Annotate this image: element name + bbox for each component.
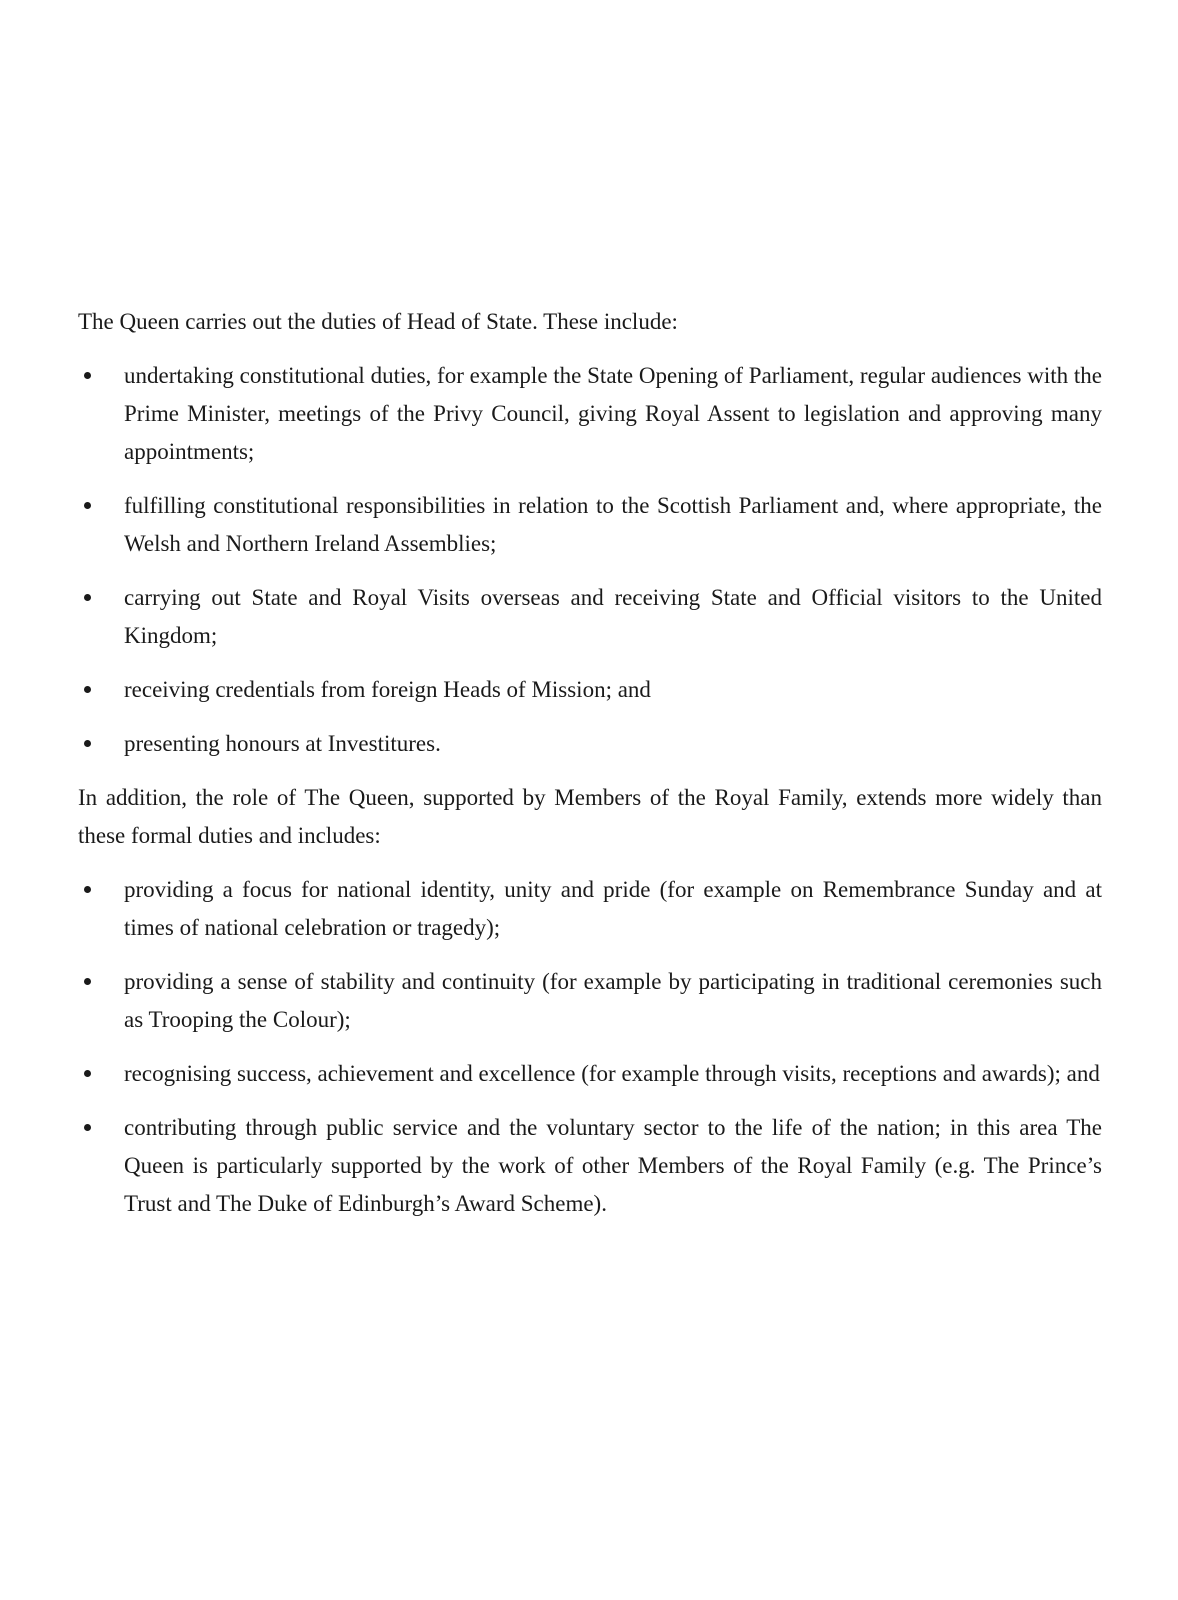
bullet-icon xyxy=(84,372,91,379)
list-item-text: undertaking constitutional duties, for example the State Opening of Parliament, regular audiences with the Prime Minister, meetings of the Privy Council, giving Royal Assent to legislation and approving many appointments; xyxy=(124,363,1102,464)
intro-paragraph: The Queen carries out the duties of Head of State. These include: xyxy=(78,309,678,334)
list-item xyxy=(78,725,1102,763)
bullet-icon xyxy=(84,1124,91,1131)
roles-list xyxy=(78,871,1102,1223)
bullet-icon xyxy=(84,1070,91,1077)
duties-list xyxy=(78,357,1102,763)
list-item xyxy=(78,487,1102,563)
document-page xyxy=(78,303,1102,1239)
list-item-text: fulfilling constitutional responsibilities in relation to the Scottish Parliament and, where appropriate, the Welsh and Northern Ireland Assemblies; xyxy=(124,493,1102,556)
bullet-icon xyxy=(84,740,91,747)
list-item xyxy=(78,871,1102,947)
list-item-text: carrying out State and Royal Visits overseas and receiving State and Official visitors to the United Kingdom; xyxy=(124,585,1102,648)
list-item-text: presenting honours at Investitures. xyxy=(124,731,441,756)
bullet-icon xyxy=(84,978,91,985)
list-item xyxy=(78,579,1102,655)
list-item-text: recognising success, achievement and excellence (for example through visits, receptions and awards); and xyxy=(124,1061,1100,1086)
list-item xyxy=(78,963,1102,1039)
list-item xyxy=(78,357,1102,471)
list-item xyxy=(78,1055,1102,1093)
list-item xyxy=(78,671,1102,709)
bullet-icon xyxy=(84,886,91,893)
bullet-icon xyxy=(84,502,91,509)
list-item xyxy=(78,1109,1102,1223)
list-item-text: providing a sense of stability and continuity (for example by participating in traditional ceremonies such as Trooping the Colour); xyxy=(124,969,1102,1032)
list-item-text: contributing through public service and the voluntary sector to the life of the nation; in this area The Queen is particularly supported by the work of other Members of the Royal Family (e.g. The Prince’s Trust and The Duke of Edinburgh’s Award Scheme). xyxy=(124,1115,1102,1216)
bullet-icon xyxy=(84,594,91,601)
bullet-icon xyxy=(84,686,91,693)
addition-paragraph: In addition, the role of The Queen, supported by Members of the Royal Family, extends more widely than these formal duties and includes: xyxy=(78,785,1102,848)
list-item-text: receiving credentials from foreign Heads of Mission; and xyxy=(124,677,651,702)
list-item-text: providing a focus for national identity, unity and pride (for example on Remembrance Sunday and at times of national celebration or tragedy); xyxy=(124,877,1102,940)
